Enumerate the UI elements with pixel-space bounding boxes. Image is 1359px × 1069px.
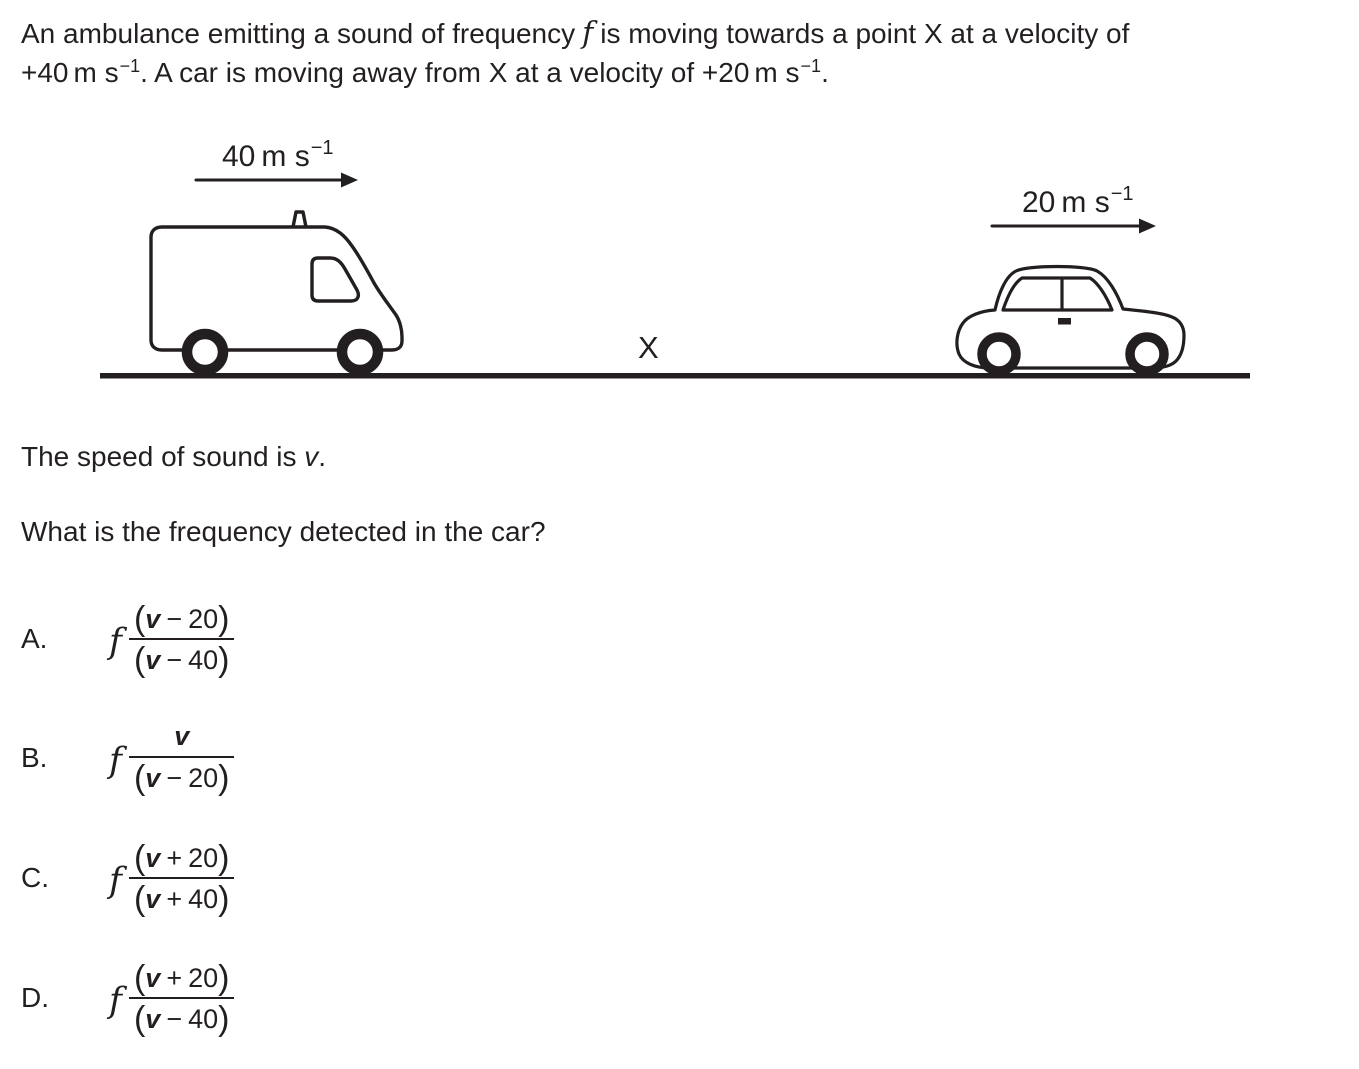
value: 40 bbox=[188, 1004, 219, 1034]
operator: + bbox=[166, 884, 183, 914]
operator: + bbox=[166, 842, 183, 873]
option-d-coefficient: f bbox=[109, 981, 122, 1021]
option-c-denominator bbox=[129, 877, 235, 918]
option-c-coefficient: f bbox=[109, 861, 122, 901]
value: 40 bbox=[188, 884, 219, 914]
frequency-symbol: f bbox=[582, 16, 594, 51]
variable: v bbox=[145, 884, 161, 914]
close-paren: ) bbox=[218, 1000, 230, 1038]
value: 20 bbox=[188, 842, 219, 873]
value: 20 bbox=[188, 603, 219, 634]
close-paren: ) bbox=[218, 880, 230, 918]
option-c-fraction bbox=[129, 838, 235, 919]
option-b-denominator bbox=[129, 756, 235, 797]
ambulance-beacon-light bbox=[293, 212, 306, 227]
variable: v bbox=[145, 962, 161, 993]
open-paren: ( bbox=[133, 880, 146, 918]
open-paren: ( bbox=[133, 958, 146, 997]
option-d-numerator bbox=[129, 958, 235, 997]
variable: v bbox=[145, 645, 161, 675]
velocity-2-unit: m s bbox=[754, 57, 800, 88]
close-paren: ) bbox=[218, 599, 230, 638]
close-paren: ) bbox=[218, 758, 230, 797]
car-front-wheel bbox=[1130, 337, 1164, 371]
intro-text-3: . A car is moving away from X at a velocity of bbox=[140, 57, 702, 88]
operator: − bbox=[166, 762, 183, 793]
option-a-denominator bbox=[129, 638, 235, 679]
statement-text: The speed of sound is bbox=[21, 441, 305, 472]
velocity-1-exponent: −1 bbox=[119, 55, 141, 76]
intro-text-2: is moving towards a point X at a velocity of bbox=[600, 18, 1130, 49]
statement-period: . bbox=[318, 441, 327, 472]
option-b-formula bbox=[109, 719, 234, 797]
point-x-label: X bbox=[638, 330, 659, 365]
operator: − bbox=[166, 645, 183, 675]
option-d-letter: D. bbox=[21, 982, 49, 1013]
variable: v bbox=[145, 842, 161, 873]
ambulance-front-wheel bbox=[342, 334, 378, 370]
operator: + bbox=[166, 962, 183, 993]
variable: v bbox=[145, 603, 161, 634]
open-paren: ( bbox=[133, 838, 146, 877]
option-a-coefficient: f bbox=[109, 622, 122, 662]
open-paren: ( bbox=[133, 1000, 146, 1038]
velocity-1-value: +40 bbox=[21, 57, 69, 88]
variable: v bbox=[145, 1004, 161, 1034]
close-paren: ) bbox=[218, 838, 230, 877]
option-a-formula bbox=[109, 599, 234, 680]
option-b-fraction bbox=[129, 719, 235, 797]
close-paren: ) bbox=[218, 958, 230, 997]
ambulance-rear-wheel bbox=[187, 334, 223, 370]
option-a-numerator bbox=[129, 599, 235, 638]
option-c-formula bbox=[109, 838, 234, 919]
option-c bbox=[21, 818, 234, 938]
open-paren: ( bbox=[133, 758, 146, 797]
value: 20 bbox=[188, 962, 219, 993]
option-a-fraction bbox=[129, 599, 235, 680]
ambulance-speed-label: 40 m $s^{-1}$ bbox=[222, 137, 334, 173]
car-velocity-arrow-head bbox=[1139, 219, 1156, 234]
car-rear-wheel bbox=[982, 337, 1016, 371]
option-d-denominator bbox=[129, 997, 235, 1038]
value: 20 bbox=[188, 762, 219, 793]
question-intro bbox=[21, 14, 1351, 92]
velocity-2-exponent: −1 bbox=[800, 55, 822, 76]
question-text: What is the frequency detected in the car? bbox=[21, 516, 546, 547]
variable: v bbox=[174, 721, 190, 752]
operator: − bbox=[166, 1004, 183, 1034]
open-paren: ( bbox=[133, 599, 146, 638]
ambulance-velocity-arrow-head bbox=[341, 173, 358, 188]
option-c-letter: C. bbox=[21, 862, 49, 893]
option-d bbox=[21, 938, 234, 1058]
ambulance-window bbox=[312, 258, 358, 301]
car-door-handle bbox=[1058, 318, 1071, 325]
velocity-1-unit: m s bbox=[73, 57, 119, 88]
ground-line bbox=[100, 373, 1250, 379]
car-drawing bbox=[957, 267, 1184, 372]
close-paren: ) bbox=[218, 641, 230, 679]
operator: − bbox=[166, 603, 183, 634]
option-a bbox=[21, 579, 234, 699]
open-paren: ( bbox=[133, 641, 146, 679]
option-d-fraction bbox=[129, 958, 235, 1039]
option-b-numerator bbox=[169, 719, 194, 755]
velocity-2-value: +20 bbox=[701, 57, 750, 88]
option-b-letter: B. bbox=[21, 742, 48, 773]
car-speed-label: 20 m $s^{-1}$ bbox=[1022, 183, 1134, 219]
speed-of-sound-statement bbox=[21, 441, 326, 473]
car-windows bbox=[1003, 278, 1112, 310]
option-b bbox=[21, 698, 234, 818]
ambulance-drawing bbox=[151, 212, 402, 370]
intro-text-1: An ambulance emitting a sound of frequency bbox=[21, 18, 576, 49]
variable: v bbox=[145, 762, 161, 793]
sound-speed-symbol: v bbox=[304, 441, 319, 472]
option-c-numerator bbox=[129, 838, 235, 877]
option-d-formula bbox=[109, 958, 234, 1039]
option-b-coefficient: f bbox=[109, 741, 122, 781]
option-a-letter: A. bbox=[21, 623, 48, 654]
intro-text-4: . bbox=[821, 57, 829, 88]
value: 40 bbox=[188, 645, 219, 675]
